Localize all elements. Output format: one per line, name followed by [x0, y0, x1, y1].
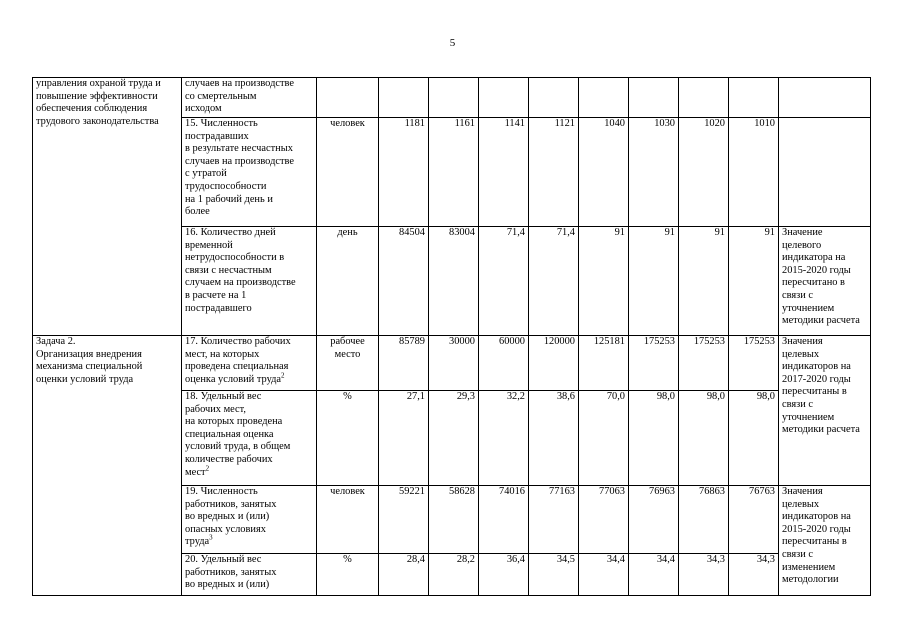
unit-cell: день — [317, 227, 379, 336]
value-cell: 85789 — [379, 336, 429, 391]
value-cell: 76863 — [679, 486, 729, 554]
value-cell: 1020 — [679, 118, 729, 227]
value-cell: 125181 — [579, 336, 629, 391]
value-cell: 1161 — [429, 118, 479, 227]
indicator-cell — [182, 391, 317, 486]
value-cell: 91 — [629, 227, 679, 336]
value-cell: 91 — [729, 227, 779, 336]
value-cell: 120000 — [529, 336, 579, 391]
value-cell: 28,4 — [379, 554, 429, 596]
value-cell: 30000 — [429, 336, 479, 391]
footnote-mark: 3 — [209, 533, 213, 542]
value-cell: 34,5 — [529, 554, 579, 596]
value-cell — [729, 78, 779, 118]
value-cell: 34,3 — [679, 554, 729, 596]
unit-cell: человек — [317, 486, 379, 554]
value-cell: 58628 — [429, 486, 479, 554]
unit-cell: % — [317, 554, 379, 596]
value-cell: 175253 — [679, 336, 729, 391]
note-cell: Значения целевых индикаторов на 2015-2020 годы пересчитаны в связи с изменением методологии — [779, 486, 871, 596]
value-cell — [579, 78, 629, 118]
value-cell: 77063 — [579, 486, 629, 554]
value-cell: 36,4 — [479, 554, 529, 596]
indicator-text: 18. Удельный вес рабочих мест, на которых проведена специальная оценка условий труда, в общем количестве рабочих мест — [185, 391, 291, 478]
indicator-cell: случаев на производстве со смертельным исходом — [182, 78, 317, 118]
unit-cell — [317, 78, 379, 118]
value-cell: 1181 — [379, 118, 429, 227]
value-cell: 175253 — [629, 336, 679, 391]
value-cell: 71,4 — [479, 227, 529, 336]
value-cell: 70,0 — [579, 391, 629, 486]
value-cell: 38,6 — [529, 391, 579, 486]
indicator-cell: 15. Численность пострадавших в результате несчастных случаев на производстве с утратой трудоспособности на 1 рабочий день и более — [182, 118, 317, 227]
value-cell: 1121 — [529, 118, 579, 227]
value-cell: 98,0 — [679, 391, 729, 486]
value-cell: 76763 — [729, 486, 779, 554]
note-cell — [779, 118, 871, 227]
indicators-table — [32, 77, 871, 596]
note-cell: Значения целевых индикаторов на 2017-2020 годы пересчитаны в связи с уточнением методики расчета — [779, 336, 871, 486]
unit-cell: человек — [317, 118, 379, 227]
value-cell: 60000 — [479, 336, 529, 391]
table-row — [33, 78, 871, 118]
value-cell — [429, 78, 479, 118]
value-cell: 77163 — [529, 486, 579, 554]
task-cell: управления охраной труда и повышение эффективности обеспечения соблюдения трудового законодательства — [33, 78, 182, 336]
value-cell — [379, 78, 429, 118]
value-cell: 34,4 — [579, 554, 629, 596]
note-cell: Значение целевого индикатора на 2015-2020 годы пересчитано в связи с уточнением методики расчета — [779, 227, 871, 336]
value-cell: 27,1 — [379, 391, 429, 486]
value-cell: 34,4 — [629, 554, 679, 596]
value-cell — [679, 78, 729, 118]
value-cell: 1010 — [729, 118, 779, 227]
indicator-cell: 20. Удельный вес работников, занятых во вредных и (или) — [182, 554, 317, 596]
value-cell: 71,4 — [529, 227, 579, 336]
value-cell: 98,0 — [729, 391, 779, 486]
unit-cell: % — [317, 391, 379, 486]
unit-cell: рабочее место — [317, 336, 379, 391]
table-row — [33, 336, 871, 391]
footnote-mark: 2 — [281, 371, 285, 380]
value-cell: 34,3 — [729, 554, 779, 596]
value-cell: 29,3 — [429, 391, 479, 486]
value-cell: 74016 — [479, 486, 529, 554]
indicator-text: 17. Количество рабочих мест, на которых проведена специальная оценка условий труда — [185, 336, 291, 385]
indicator-text: 19. Численность работников, занятых во вредных и (или) опасных условиях труда — [185, 486, 277, 548]
value-cell: 91 — [579, 227, 629, 336]
indicator-cell — [182, 336, 317, 391]
value-cell — [529, 78, 579, 118]
page-number: 5 — [449, 37, 456, 49]
value-cell: 83004 — [429, 227, 479, 336]
task-cell: Задача 2. Организация внедрения механизма специальной оценки условий труда — [33, 336, 182, 596]
footnote-mark: 2 — [205, 464, 210, 473]
value-cell: 1141 — [479, 118, 529, 227]
value-cell: 76963 — [629, 486, 679, 554]
value-cell: 84504 — [379, 227, 429, 336]
indicator-cell — [182, 486, 317, 554]
value-cell: 32,2 — [479, 391, 529, 486]
value-cell: 28,2 — [429, 554, 479, 596]
note-cell — [779, 78, 871, 118]
value-cell: 175253 — [729, 336, 779, 391]
value-cell — [629, 78, 679, 118]
value-cell: 59221 — [379, 486, 429, 554]
value-cell: 1030 — [629, 118, 679, 227]
indicator-cell: 16. Количество дней временной нетрудоспособности в связи с несчастным случаем на производстве в расчете на 1 пострадавшего — [182, 227, 317, 336]
value-cell — [479, 78, 529, 118]
value-cell: 98,0 — [629, 391, 679, 486]
value-cell: 91 — [679, 227, 729, 336]
value-cell: 1040 — [579, 118, 629, 227]
